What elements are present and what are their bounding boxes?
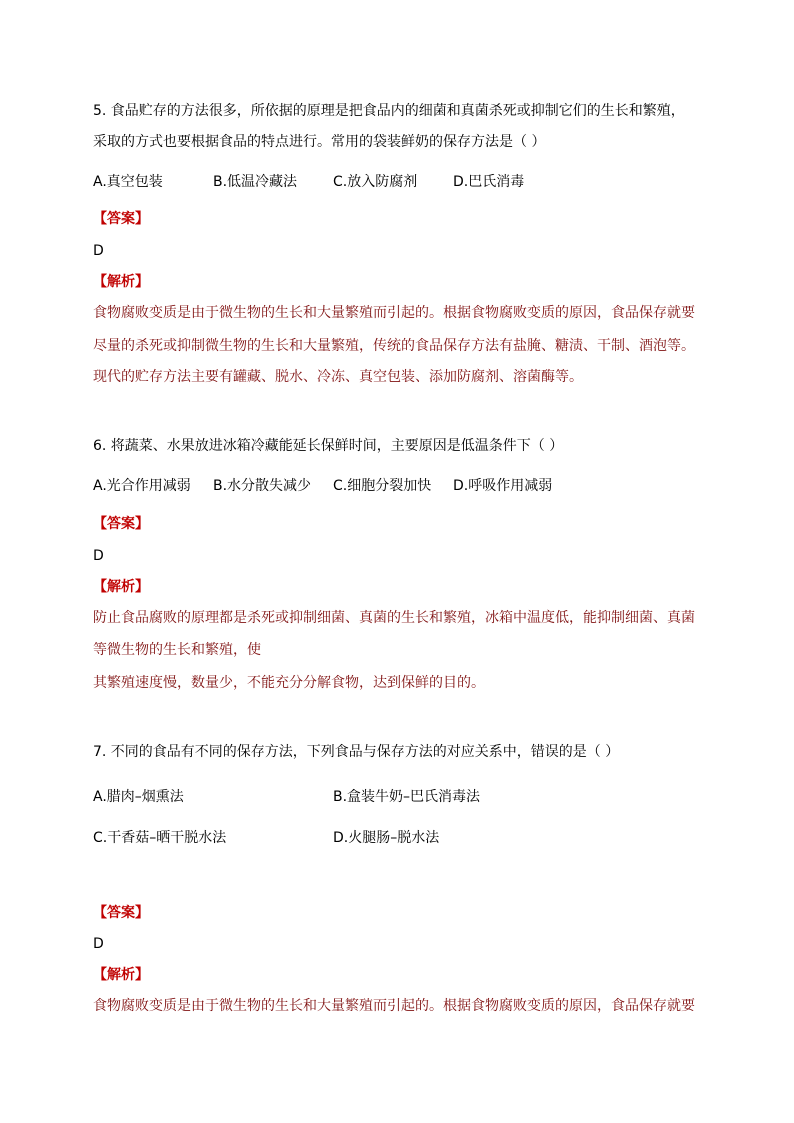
question-5-option-d: D.巴氏消毒 (453, 174, 525, 190)
question-5-analysis-line-2: 尽量的杀死或抑制微生物的生长和大量繁殖，传统的食品保存方法有盐腌、糖渍、干制、酒泡等。 (93, 338, 695, 354)
question-7-option-a: A.腊肉–烟熏法 (93, 789, 184, 805)
question-5-answer: D (93, 243, 104, 259)
question-5-stem-line-1: 5. 食品贮存的方法很多，所依据的原理是把食品内的细菌和真菌杀死或抑制它们的生长和繁殖， (93, 103, 685, 119)
question-6-analysis-line-2: 等微生物的生长和繁殖，使 (93, 642, 261, 658)
question-5-option-b: B.低温冷藏法 (213, 174, 298, 190)
question-6-option-d: D.呼吸作用减弱 (453, 478, 553, 494)
question-7-option-c: C.干香菇–晒干脱水法 (93, 830, 227, 846)
question-7-answer: D (93, 936, 104, 952)
analysis-heading: 【解析】 (93, 274, 149, 290)
question-5-analysis-line-3: 现代的贮存方法主要有罐藏、脱水、冷冻、真空包装、添加防腐剂、溶菌酶等。 (93, 369, 583, 385)
question-6-option-b: B.水分散失减少 (213, 478, 312, 494)
question-6-option-c: C.细胞分裂加快 (333, 478, 432, 494)
answer-heading: 【答案】 (93, 211, 149, 227)
analysis-heading: 【解析】 (93, 967, 149, 983)
question-7-analysis-line-1: 食物腐败变质是由于微生物的生长和大量繁殖而引起的。根据食物腐败变质的原因，食品保存就要 (93, 998, 695, 1014)
answer-heading: 【答案】 (93, 516, 149, 532)
question-5-stem-line-2: 采取的方式也要根据食品的特点进行。常用的袋装鲜奶的保存方法是（ ） (93, 134, 546, 150)
question-6-stem-line-1: 6. 将蔬菜、水果放进冰箱冷藏能延长保鲜时间，主要原因是低温条件下（ ） (93, 438, 564, 454)
question-6-option-a: A.光合作用减弱 (93, 478, 191, 494)
question-7-stem-line-1: 7. 不同的食品有不同的保存方法，下列食品与保存方法的对应关系中，错误的是（ ） (93, 744, 620, 760)
question-5-option-a: A.真空包装 (93, 174, 163, 190)
answer-heading: 【答案】 (93, 905, 149, 921)
question-7-option-b: B.盒装牛奶–巴氏消毒法 (333, 789, 481, 805)
question-5-analysis-line-1: 食物腐败变质是由于微生物的生长和大量繁殖而引起的。根据食物腐败变质的原因，食品保存就要 (93, 305, 695, 321)
question-6-analysis-line-1: 防止食品腐败的原理都是杀死或抑制细菌、真菌的生长和繁殖，冰箱中温度低，能抑制细菌、真菌 (93, 610, 695, 626)
question-6-answer: D (93, 548, 104, 564)
question-5-option-c: C.放入防腐剂 (333, 174, 418, 190)
question-6-analysis-line-3: 其繁殖速度慢，数量少，不能充分分解食物，达到保鲜的目的。 (93, 675, 485, 691)
question-7-option-d: D.火腿肠–脱水法 (333, 830, 440, 846)
analysis-heading: 【解析】 (93, 579, 149, 595)
